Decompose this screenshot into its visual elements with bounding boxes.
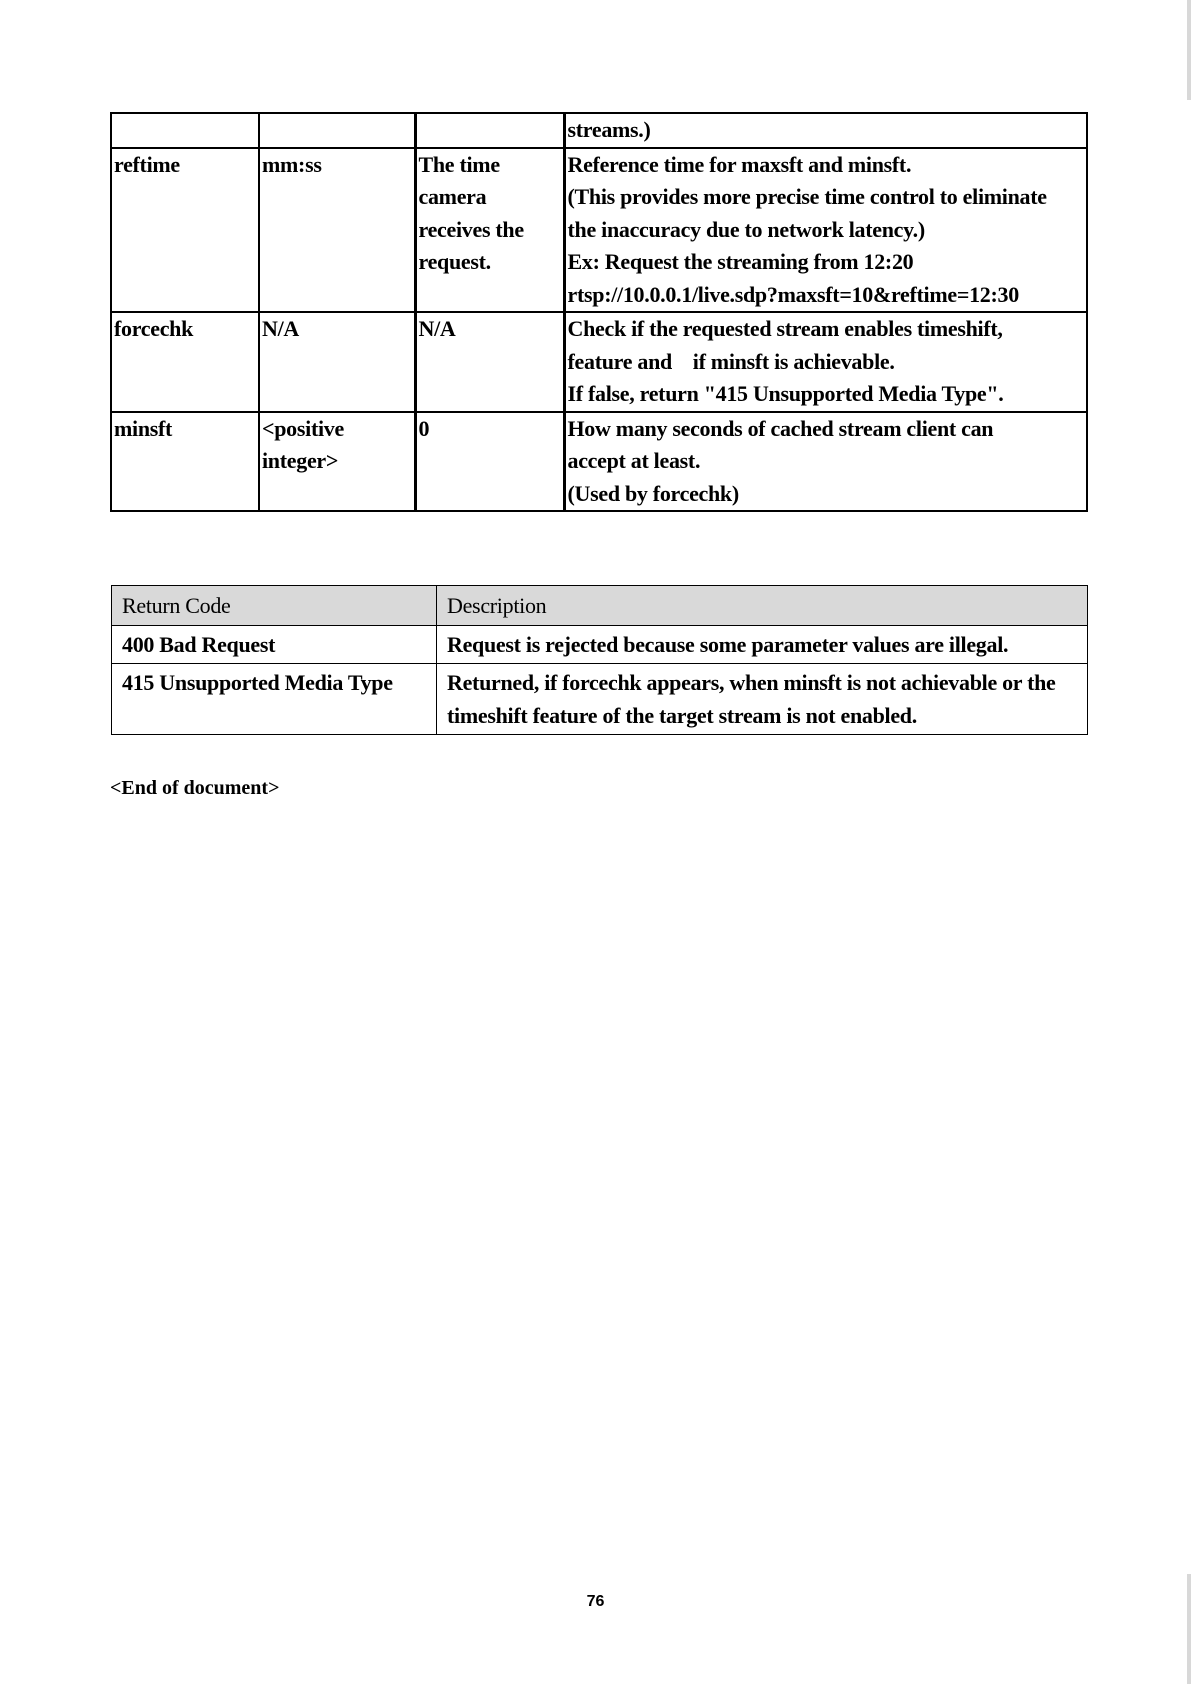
value-line: integer> <box>262 448 339 473</box>
page-edge-bottom <box>1187 1574 1191 1684</box>
param-value-cell <box>259 412 415 512</box>
param-default-cell <box>415 312 564 412</box>
default-line: request. <box>418 249 491 274</box>
description-line: rtsp://10.0.0.1/live.sdp?maxsft=10&reftime=12:30 <box>567 281 1019 307</box>
return-description-cell: Returned, if forcechk appears, when minsft is not achievable or the timeshift feature of the target stream is not enabled. <box>437 664 1088 735</box>
return-code-cell: 415 Unsupported Media Type <box>112 664 437 735</box>
description-line: accept at least. <box>567 448 701 473</box>
return-code-table <box>111 585 1088 735</box>
param-default-cell <box>415 148 564 313</box>
param-name-cell: minsft <box>111 412 259 512</box>
value-line: <positive <box>262 415 344 441</box>
param-name-cell: reftime <box>111 148 259 313</box>
param-value-cell: N/A <box>259 312 415 412</box>
default-line: N/A <box>418 316 456 341</box>
description-line: the inaccuracy due to network latency.) <box>567 216 925 242</box>
default-line: 0 <box>418 415 430 441</box>
param-description-cell <box>564 312 1087 412</box>
description-line: How many seconds of cached stream client can <box>567 415 994 441</box>
return-description-cell: Request is rejected because some parameter values are illegal. <box>437 626 1088 664</box>
param-value-cell: mm:ss <box>259 148 415 313</box>
column-header-description: Description <box>437 586 1088 626</box>
default-line: receives the <box>418 216 524 242</box>
param-name-cell <box>111 113 259 148</box>
description-line: feature and if minsft is achievable. <box>567 348 895 374</box>
default-line: camera <box>418 184 487 209</box>
description-line: Reference time for maxsft and minsft. <box>567 151 912 177</box>
description-line: (Used by forcechk) <box>567 480 739 506</box>
param-default-cell <box>415 412 564 512</box>
table-row <box>111 312 1087 412</box>
param-value-cell <box>259 113 415 148</box>
table-row <box>112 626 1088 664</box>
table-header-row <box>112 586 1088 626</box>
default-line: The time <box>418 151 500 177</box>
param-name-cell: forcechk <box>111 312 259 412</box>
description-line: If false, return "415 Unsupported Media Type". <box>567 381 1004 406</box>
description-line: Check if the requested stream enables timeshift, <box>567 316 1003 341</box>
description-line: streams.) <box>567 117 651 142</box>
end-of-document-note: <End of document> <box>110 777 280 799</box>
table-row <box>111 148 1087 313</box>
param-description-cell <box>564 148 1087 313</box>
return-code-cell: 400 Bad Request <box>112 626 437 664</box>
param-default-cell <box>415 113 564 148</box>
parameter-table <box>110 112 1088 512</box>
column-header-return-code: Return Code <box>112 586 437 626</box>
description-line: (This provides more precise time control to eliminate <box>567 184 1047 209</box>
param-description-cell <box>564 412 1087 512</box>
table-row <box>111 412 1087 512</box>
table-row <box>112 664 1088 735</box>
param-description-cell <box>564 113 1087 148</box>
page-number: 76 <box>586 1593 605 1610</box>
page-edge-top <box>1187 0 1191 100</box>
table-row <box>111 113 1087 148</box>
description-line: Ex: Request the streaming from 12:20 <box>567 249 914 274</box>
